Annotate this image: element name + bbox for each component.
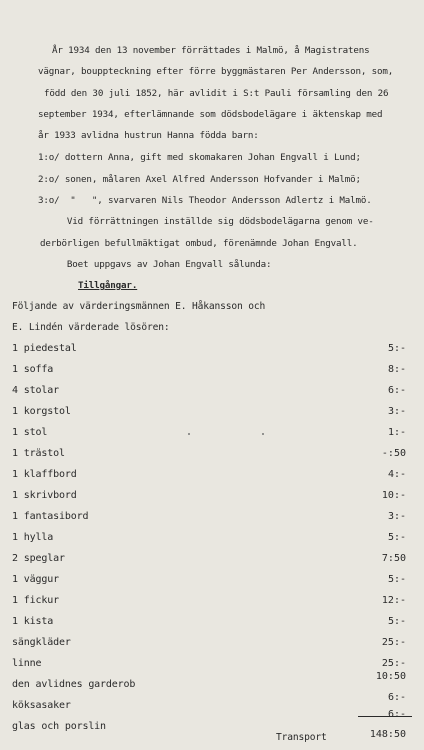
item-value: 6:- — [387, 692, 406, 703]
item-label: 1 hylla — [12, 532, 54, 543]
item-value: 25:- — [381, 637, 406, 648]
item-value: 3:- — [387, 511, 406, 522]
item-label: linne — [12, 658, 42, 669]
item-value: 5:- — [387, 574, 406, 585]
item-value: 25:- — [381, 658, 406, 669]
intro-line-2: vägnar, bouppteckning efter förre byggmästaren Per Andersson, som, — [38, 66, 394, 77]
appraisers-line-2: E. Lindén värderade lösören: — [12, 322, 170, 333]
item-value: 4:- — [387, 469, 406, 480]
intro-line-4: september 1934, efterlämnande som dödsbodelägare i äktenskap med — [38, 109, 383, 120]
item-label: 1 soffa — [12, 364, 54, 375]
item-label: 1 korgstol — [12, 406, 71, 417]
item-value: 10:- — [381, 490, 406, 501]
sum-rule — [358, 716, 412, 717]
item-label: 1 väggur — [12, 574, 59, 585]
item-value: 5:- — [387, 616, 406, 627]
intro-line-5: år 1933 avlidna hustrun Hanna födda barn: — [38, 130, 259, 141]
item-value: 6:- — [387, 709, 406, 720]
item-value: 12:- — [381, 595, 406, 606]
item-value: -:50 — [381, 448, 406, 459]
transport-value: 148:50 — [369, 729, 406, 740]
assets-heading: Tillgångar. — [78, 280, 138, 291]
item-label: 2 speglar — [12, 553, 65, 564]
paper-speck — [188, 433, 190, 435]
item-label: 1 stol — [12, 427, 48, 438]
item-label: den avlidnes garderob — [12, 679, 136, 690]
transport-label: Transport — [276, 732, 327, 743]
intro-line-7: 2:o/ sonen, målaren Axel Alfred Andersson Hofvander i Malmö; — [38, 174, 361, 185]
item-label: 1 trästol — [12, 448, 65, 459]
item-label: 1 fickur — [12, 595, 59, 606]
intro-line-3: född den 30 juli 1852, här avlidit i S:t Pauli församling den 26 — [44, 88, 389, 99]
item-label: 1 piedestal — [12, 343, 77, 354]
item-value: 1:- — [387, 427, 406, 438]
item-label: 1 skrivbord — [12, 490, 77, 501]
intro-line-9: Vid förrättningen inställde sig dödsbodelägarna genom ve- — [40, 216, 374, 227]
intro-line-1: År 1934 den 13 november förrättades i Malmö, å Magistratens — [52, 45, 370, 56]
item-label: köksasaker — [12, 700, 71, 711]
item-value: 5:- — [387, 343, 406, 354]
item-label: 4 stolar — [12, 385, 59, 396]
item-value: 6:- — [387, 385, 406, 396]
intro-line-6: 1:o/ dottern Anna, gift med skomakaren Johan Engvall i Lund; — [38, 152, 361, 163]
item-label: glas och porslin — [12, 721, 106, 732]
intro-line-8: 3:o/ " ", svarvaren Nils Theodor Andersson Adlertz i Malmö. — [38, 195, 372, 206]
item-value: 3:- — [387, 406, 406, 417]
item-value: 7:50 — [381, 553, 406, 564]
paper-speck — [262, 433, 264, 435]
item-value: 10:50 — [375, 671, 406, 682]
item-label: sängkläder — [12, 637, 71, 648]
item-label: 1 kista — [12, 616, 54, 627]
item-value: 5:- — [387, 532, 406, 543]
appraisers-line-1: Följande av värderingsmännen E. Håkansson och — [12, 301, 266, 312]
item-value: 8:- — [387, 364, 406, 375]
item-label: 1 klaffbord — [12, 469, 77, 480]
intro-line-11: Boet uppgavs av Johan Engvall sålunda: — [40, 259, 272, 270]
item-label: 1 fantasibord — [12, 511, 89, 522]
intro-line-10: derbörligen befullmäktigat ombud, förenämnde Johan Engvall. — [40, 238, 358, 249]
